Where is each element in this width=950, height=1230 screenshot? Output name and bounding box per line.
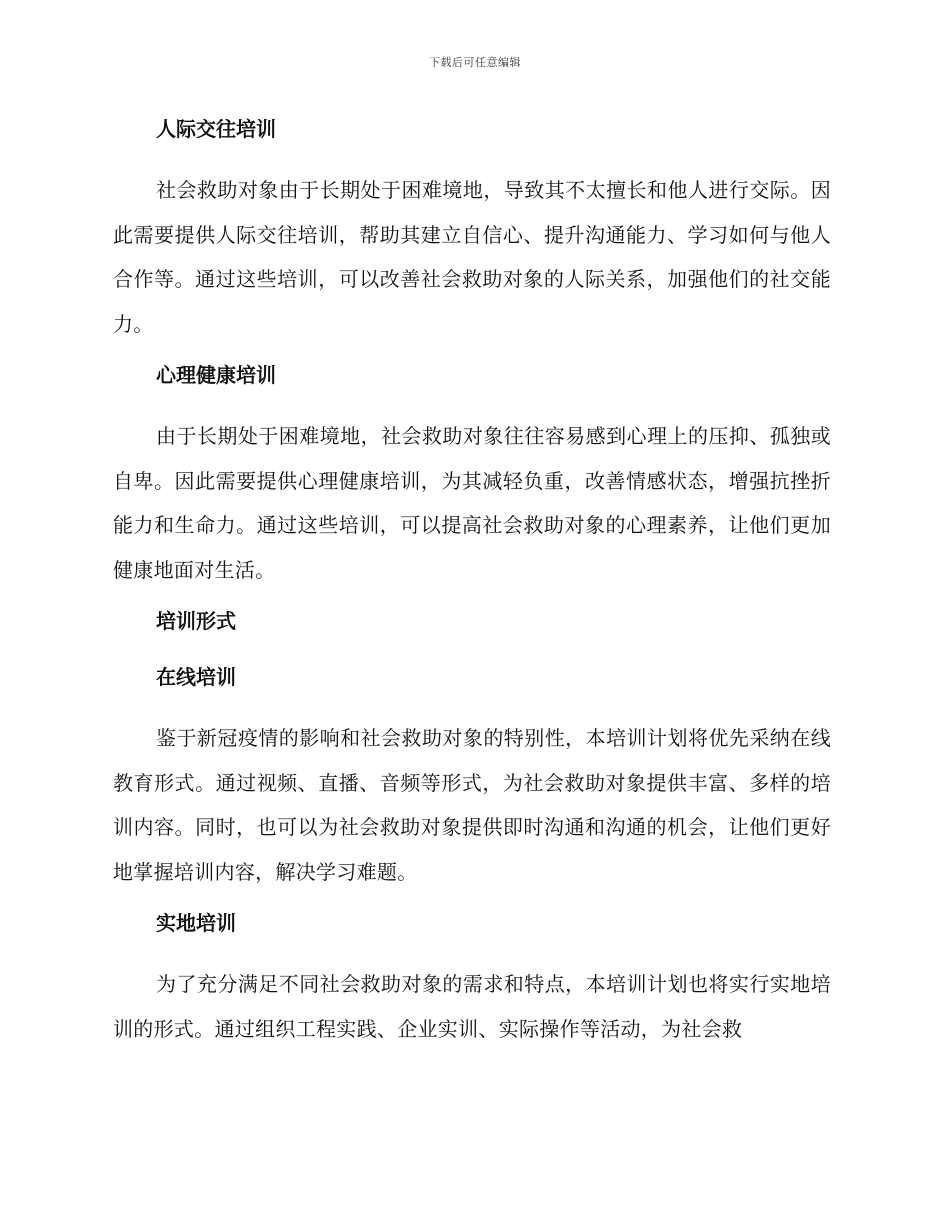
section-heading-training-format: 培训形式 [156,609,236,633]
section-heading-mental-health: 心理健康培训 [156,363,276,387]
section-heading-interpersonal: 人际交往培训 [156,117,276,141]
document-body [113,112,831,1063]
section-paragraph-onsite-training: 为了充分满足不同社会救助对象的需求和特点，本培训计划也将实行实地培训的形式。通过组织工程实践、企业实训、实际操作等活动，为社会救 [113,972,831,1041]
page-header: 下载后可任意编辑 [429,56,521,69]
section-heading-online-training: 在线培训 [156,665,236,689]
section-paragraph-online-training: 鉴于新冠疫情的影响和社会救助对象的特别性，本培训计划将优先采纳在线教育形式。通过视频、直播、音频等形式，为社会救助对象提供丰富、多样的培训内容。同时，也可以为社会救助对象提供即时沟通和沟通的机会，让他们更好地掌握培训内容，解决学习难题。 [113,726,831,884]
section-paragraph-interpersonal: 社会救助对象由于长期处于困难境地，导致其不太擅长和他人进行交际。因此需要提供人际交往培训，帮助其建立自信心、提升沟通能力、学习如何与他人合作等。通过这些培训，可以改善社会救助对象的人际关系，加强他们的社交能力。 [113,178,831,336]
section-heading-onsite-training: 实地培训 [156,911,236,935]
section-paragraph-mental-health: 由于长期处于困难境地，社会救助对象往往容易感到心理上的压抑、孤独或自卑。因此需要提供心理健康培训，为其减轻负重，改善情感状态，增强抗挫折能力和生命力。通过这些培训，可以提高社会救助对象的心理素养，让他们更加健康地面对生活。 [113,424,831,582]
